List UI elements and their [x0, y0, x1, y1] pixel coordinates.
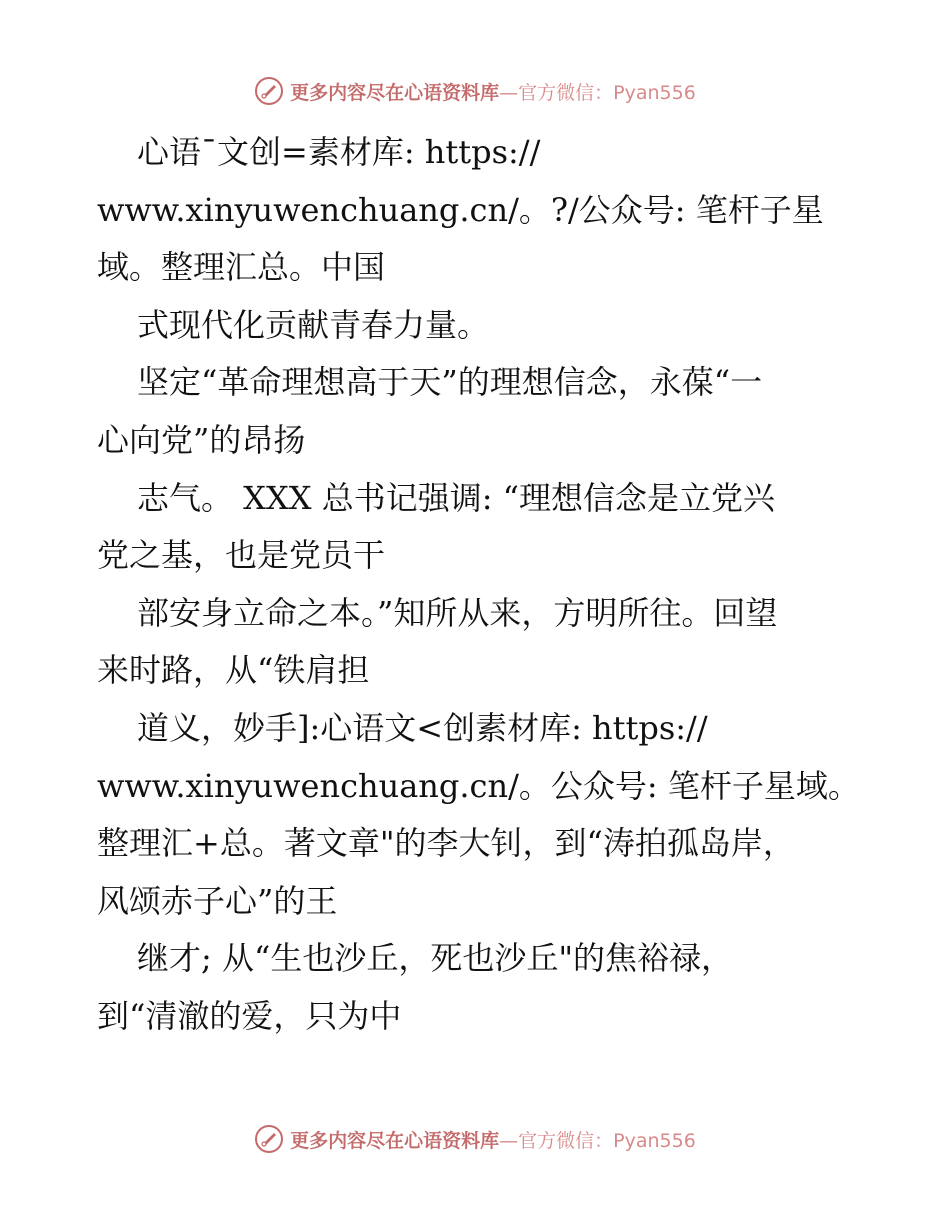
- footer-watermark-banner: [0, 1119, 950, 1159]
- header-watermark-suffix: —官方微信：Pyan556: [499, 81, 696, 104]
- body-line: 志气。 XXX 总书记强调: “理想信念是立党兴: [137, 478, 776, 517]
- body-line: 心语¯文创=素材库: https://: [137, 133, 541, 171]
- body-line: 继才; 从“生也沙丘，死也沙丘"的焦裕禄，: [137, 939, 734, 978]
- body-line: 到“清澈的爱，只为中: [97, 996, 402, 1035]
- watermark-logo-icon: [254, 76, 284, 106]
- body-line: 式现代化贡献青春力量。: [137, 305, 490, 344]
- body-line: 部安身立命之本。”知所从来，方明所往。回望: [137, 593, 778, 632]
- body-line: 来时路，从“铁肩担: [97, 651, 370, 690]
- body-line: 域。整理汇总。中国: [97, 248, 386, 287]
- body-line: www.xinyuwenchuang.cn/。公众号: 笔杆子星域。: [97, 766, 860, 805]
- body-line: 坚定“革命理想高于天”的理想信念，永葆“一: [137, 363, 763, 402]
- watermark-logo-icon: [254, 1124, 284, 1154]
- body-line: 整理汇+总。著文章"的李大钊，到“涛拍孤岛岸，: [97, 824, 795, 863]
- body-line: 心向党”的昂扬: [97, 420, 306, 459]
- body-line: 道义，妙手]:心语文<创素材库: https://: [137, 708, 708, 747]
- document-body: [97, 124, 877, 1046]
- body-line: www.xinyuwenchuang.cn/。?/公众号: 笔杆子星: [97, 190, 824, 229]
- header-watermark-title: 更多内容尽在心语资料库: [290, 81, 500, 104]
- body-line: 风颂赤子心”的王: [97, 881, 338, 920]
- footer-watermark-title: 更多内容尽在心语资料库: [290, 1129, 500, 1152]
- footer-watermark-text: [290, 1126, 696, 1153]
- footer-watermark-suffix: —官方微信：Pyan556: [499, 1129, 696, 1152]
- header-watermark-banner: [0, 71, 950, 111]
- body-line: 党之基，也是党员干: [97, 536, 386, 575]
- header-watermark-text: [290, 78, 696, 105]
